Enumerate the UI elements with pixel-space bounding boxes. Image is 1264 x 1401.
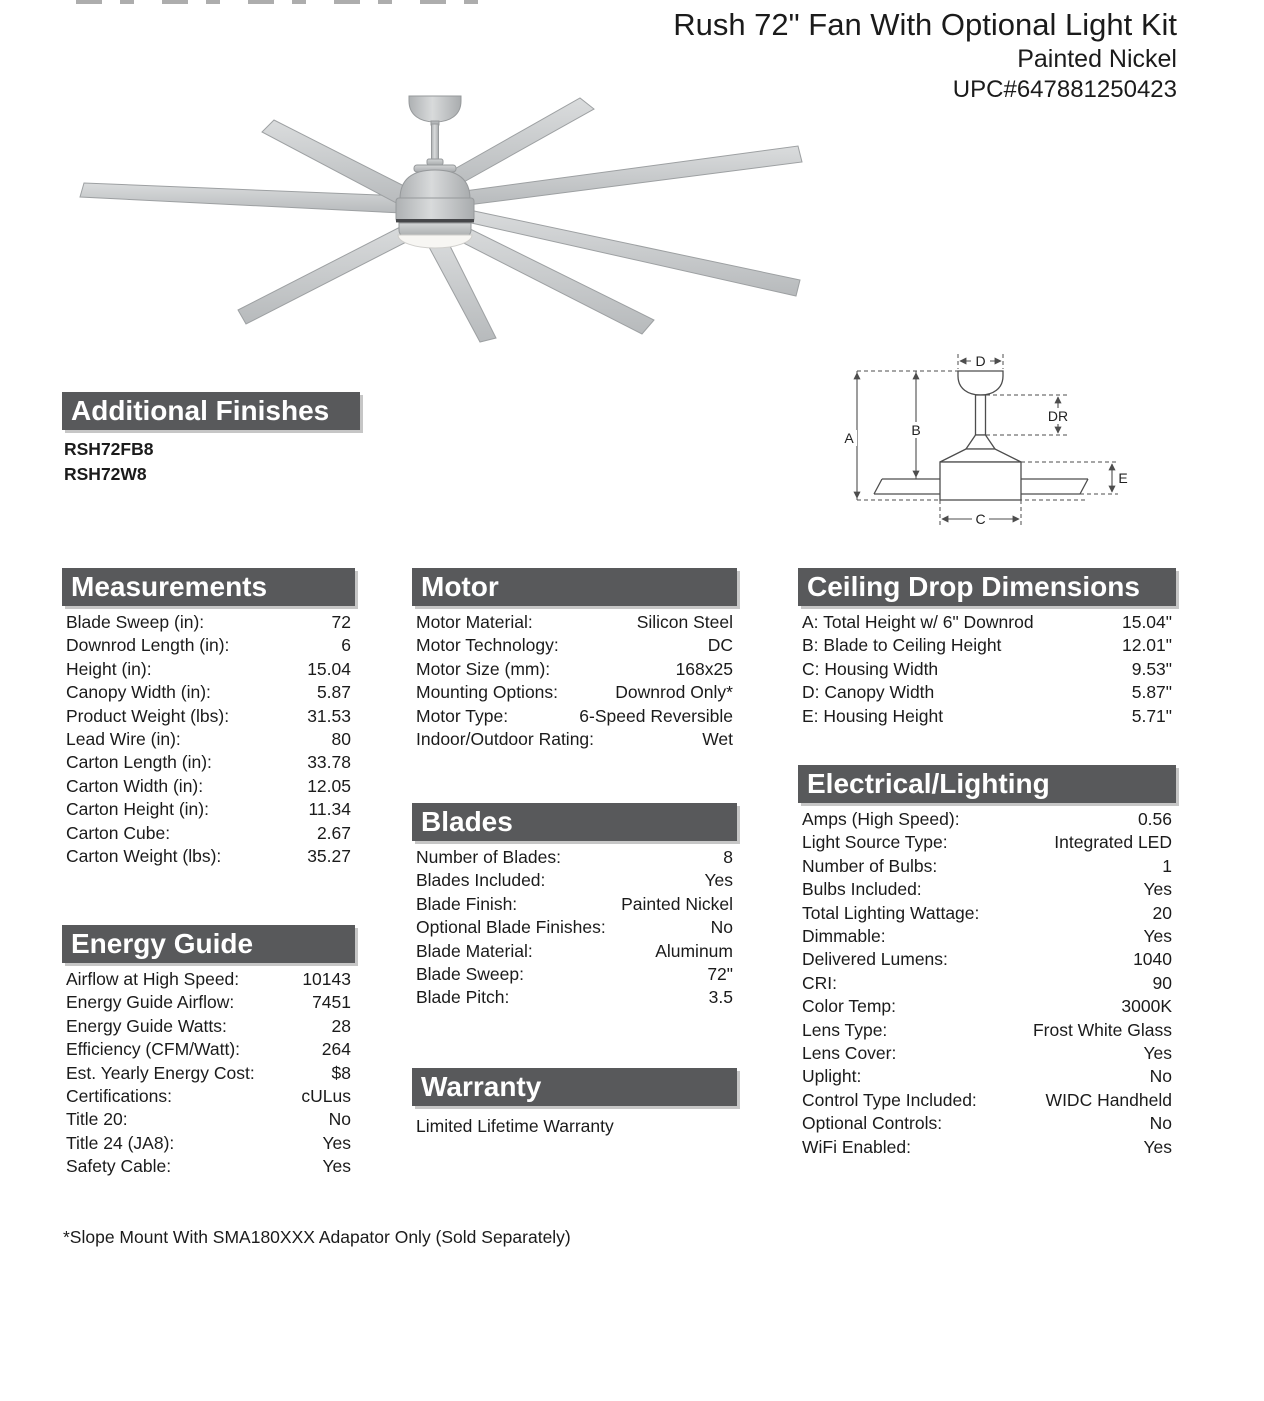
section-header-additional-finishes xyxy=(62,392,360,430)
spec-value: Integrated LED xyxy=(1054,832,1172,853)
spec-label: Uplight: xyxy=(802,1066,862,1087)
fan-product-image xyxy=(62,86,812,350)
section-header-measurements xyxy=(62,568,355,606)
spec-row xyxy=(62,1085,355,1108)
spec-label: Lead Wire (in): xyxy=(66,729,181,750)
spec-row xyxy=(798,808,1176,831)
spec-value: $8 xyxy=(331,1062,351,1083)
page-title: Rush 72" Fan With Optional Light Kit xyxy=(673,7,1177,42)
spec-label: Blade Finish: xyxy=(416,893,518,914)
spec-value: 264 xyxy=(321,1039,351,1060)
section-motor xyxy=(412,568,737,751)
spec-row xyxy=(412,681,737,704)
spec-value: WIDC Handheld xyxy=(1045,1089,1172,1110)
slope-mount-footnote: *Slope Mount With SMA180XXX Adapator Only (Sold Separately) xyxy=(63,1227,571,1247)
spec-row xyxy=(62,822,355,845)
spec-row xyxy=(412,986,737,1009)
ceiling-drop-diagram xyxy=(840,348,1170,548)
spec-value: 20 xyxy=(1152,902,1172,923)
spec-row xyxy=(798,995,1176,1018)
spec-row xyxy=(798,634,1176,657)
spec-label: E: Housing Height xyxy=(802,705,944,726)
spec-value: 1040 xyxy=(1133,949,1172,970)
spec-value: 11.34 xyxy=(308,799,351,820)
spec-row xyxy=(798,948,1176,971)
spec-row xyxy=(62,968,355,991)
spec-value: 15.04" xyxy=(1121,612,1172,632)
spec-value: 0.56 xyxy=(1137,809,1172,829)
section-electrical-lighting xyxy=(798,765,1176,1159)
spec-row xyxy=(798,1089,1176,1112)
section-measurements xyxy=(62,568,355,868)
spec-label: Energy Guide Watts: xyxy=(66,1015,227,1036)
spec-row xyxy=(412,728,737,751)
spec-value: cULus xyxy=(301,1086,351,1107)
spec-row xyxy=(62,1038,355,1061)
dim-label-d: D xyxy=(975,353,986,369)
spec-value: 7451 xyxy=(312,992,351,1013)
spec-row xyxy=(798,1019,1176,1042)
spec-value: Yes xyxy=(1143,926,1172,947)
spec-value: 5.87" xyxy=(1131,682,1172,703)
spec-row xyxy=(62,798,355,821)
spec-label: Safety Cable: xyxy=(66,1156,172,1177)
section-warranty xyxy=(412,1068,737,1138)
spec-label: Motor Technology: xyxy=(416,635,559,656)
spec-value: 12.01" xyxy=(1121,635,1172,656)
spec-row xyxy=(412,846,737,869)
spec-label: Certifications: xyxy=(66,1086,173,1107)
spec-value: Yes xyxy=(322,1132,351,1153)
spec-label: Efficiency (CFM/Watt): xyxy=(66,1039,241,1060)
spec-row xyxy=(798,925,1176,948)
spec-label: B: Blade to Ceiling Height xyxy=(802,635,1002,656)
section-title: Measurements xyxy=(71,571,268,602)
dim-label-e: E xyxy=(1118,470,1128,486)
spec-row xyxy=(412,893,737,916)
spec-value: No xyxy=(1149,1066,1172,1087)
spec-row xyxy=(798,1112,1176,1135)
spec-label: Title 24 (JA8): xyxy=(66,1132,175,1153)
spec-value: 90 xyxy=(1152,972,1172,993)
spec-row xyxy=(798,1042,1176,1065)
spec-label: D: Canopy Width xyxy=(802,682,935,703)
section-title: Energy Guide xyxy=(71,928,254,959)
spec-row xyxy=(798,1136,1176,1159)
section-additional-finishes xyxy=(62,392,360,486)
spec-label: Carton Weight (lbs): xyxy=(66,846,222,867)
spec-row xyxy=(798,658,1176,681)
spec-value: 15.04 xyxy=(307,658,351,679)
section-header-ceiling-drop xyxy=(798,568,1176,606)
spec-row xyxy=(798,902,1176,925)
spec-row xyxy=(412,611,737,634)
spec-label: Lens Cover: xyxy=(802,1043,897,1064)
spec-value: 6-Speed Reversible xyxy=(579,705,733,726)
spec-row xyxy=(62,1062,355,1085)
spec-label: Canopy Width (in): xyxy=(66,682,211,703)
spec-label: Motor Material: xyxy=(416,612,533,632)
spec-value: Wet xyxy=(702,729,733,750)
spec-row xyxy=(62,1132,355,1155)
spec-label: Amps (High Speed): xyxy=(802,809,960,829)
spec-label: Total Lighting Wattage: xyxy=(802,902,980,923)
spec-value: 168x25 xyxy=(675,658,733,679)
cutoff-text-remnant xyxy=(76,0,501,4)
finish-code: RSH72FB8 xyxy=(64,439,154,459)
spec-label: C: Housing Width xyxy=(802,658,939,679)
spec-row xyxy=(798,972,1176,995)
spec-label: A: Total Height w/ 6" Downrod xyxy=(802,612,1034,632)
spec-row xyxy=(62,658,355,681)
spec-value: No xyxy=(1149,1113,1172,1134)
spec-value: 9.53" xyxy=(1131,658,1172,679)
spec-value: 12.05 xyxy=(307,775,351,796)
spec-row xyxy=(62,728,355,751)
spec-label: Blade Sweep (in): xyxy=(66,612,205,632)
spec-label: Color Temp: xyxy=(802,996,897,1017)
warranty-note: Limited Lifetime Warranty xyxy=(416,1116,614,1136)
spec-row xyxy=(412,916,737,939)
spec-value: Yes xyxy=(322,1156,351,1177)
spec-label: Motor Size (mm): xyxy=(416,658,551,679)
spec-value: Yes xyxy=(1143,1136,1172,1157)
spec-label: Blade Material: xyxy=(416,940,533,961)
spec-label: Mounting Options: xyxy=(416,682,559,703)
spec-value: 31.53 xyxy=(307,705,351,726)
dim-label-b: B xyxy=(911,422,921,438)
spec-row xyxy=(412,658,737,681)
spec-value: 5.71" xyxy=(1131,705,1172,726)
spec-value: 10143 xyxy=(302,969,351,989)
spec-value: 33.78 xyxy=(307,752,351,773)
section-title: Motor xyxy=(421,571,499,602)
spec-label: Blades Included: xyxy=(416,870,546,891)
spec-value: Aluminum xyxy=(655,940,733,961)
upc-number: UPC#647881250423 xyxy=(952,76,1177,103)
section-title: Ceiling Drop Dimensions xyxy=(807,571,1140,602)
spec-label: Delivered Lumens: xyxy=(802,949,948,970)
spec-label: Indoor/Outdoor Rating: xyxy=(416,729,595,750)
spec-label: Lens Type: xyxy=(802,1019,888,1040)
spec-row xyxy=(412,940,737,963)
spec-value: No xyxy=(710,917,733,938)
finish-code: RSH72W8 xyxy=(64,463,147,484)
spec-value: DC xyxy=(707,635,733,656)
spec-label: Carton Height (in): xyxy=(66,799,209,820)
spec-row xyxy=(798,681,1176,704)
spec-row xyxy=(798,1065,1176,1088)
section-header-warranty xyxy=(412,1068,737,1106)
dim-label-c: C xyxy=(975,511,986,527)
spec-row xyxy=(798,705,1176,728)
spec-label: Number of Blades: xyxy=(416,847,561,867)
section-header-electrical xyxy=(798,765,1176,803)
spec-label: Downrod Length (in): xyxy=(66,635,230,656)
spec-label: Number of Bulbs: xyxy=(802,855,938,876)
spec-label: Bulbs Included: xyxy=(802,879,922,900)
spec-label: Est. Yearly Energy Cost: xyxy=(66,1062,255,1083)
spec-row xyxy=(798,831,1176,854)
section-blades xyxy=(412,803,737,1010)
section-title: Additional Finishes xyxy=(71,395,330,426)
spec-value: 6 xyxy=(341,635,351,656)
spec-row xyxy=(412,963,737,986)
spec-label: Airflow at High Speed: xyxy=(66,969,240,989)
spec-value: 35.27 xyxy=(307,846,351,867)
spec-value: Yes xyxy=(704,870,733,891)
section-title: Electrical/Lighting xyxy=(807,768,1050,799)
spec-row xyxy=(62,1155,355,1178)
spec-value: 80 xyxy=(331,729,351,750)
spec-row xyxy=(62,1108,355,1131)
section-header-motor xyxy=(412,568,737,606)
spec-label: Control Type Included: xyxy=(802,1089,977,1110)
spec-value: No xyxy=(328,1109,351,1130)
spec-row xyxy=(62,1015,355,1038)
spec-value: Yes xyxy=(1143,879,1172,900)
section-title: Warranty xyxy=(421,1071,542,1102)
spec-value: Painted Nickel xyxy=(621,893,733,914)
spec-value: 1 xyxy=(1162,855,1172,876)
spec-value: Silicon Steel xyxy=(636,612,733,632)
finish-code-list xyxy=(62,437,360,486)
spec-label: Height (in): xyxy=(66,658,152,679)
spec-value: 3000K xyxy=(1121,996,1172,1017)
spec-label: Light Source Type: xyxy=(802,832,948,853)
spec-row xyxy=(798,611,1176,634)
spec-label: CRI: xyxy=(802,972,837,993)
spec-value: Frost White Glass xyxy=(1032,1019,1172,1040)
spec-label: WiFi Enabled: xyxy=(802,1136,911,1157)
spec-row xyxy=(62,991,355,1014)
finish-name: Painted Nickel xyxy=(1017,45,1177,73)
spec-label: Optional Controls: xyxy=(802,1113,943,1134)
spec-row xyxy=(62,611,355,634)
spec-label: Carton Width (in): xyxy=(66,775,204,796)
spec-value: 72 xyxy=(331,612,351,632)
spec-row xyxy=(412,634,737,657)
section-header-blades xyxy=(412,803,737,841)
spec-value: 72" xyxy=(707,964,733,985)
section-title: Blades xyxy=(421,806,513,837)
spec-row xyxy=(798,878,1176,901)
spec-value: Downrod Only* xyxy=(615,682,733,703)
spec-label: Blade Sweep: xyxy=(416,964,524,985)
spec-row xyxy=(62,751,355,774)
spec-value: 2.67 xyxy=(316,822,351,843)
spec-row xyxy=(62,681,355,704)
spec-row xyxy=(62,705,355,728)
spec-label: Motor Type: xyxy=(416,705,509,726)
spec-row xyxy=(62,775,355,798)
spec-row xyxy=(62,845,355,868)
section-energy-guide xyxy=(62,925,355,1179)
spec-row xyxy=(412,869,737,892)
spec-row xyxy=(798,855,1176,878)
spec-label: Dimmable: xyxy=(802,926,886,947)
spec-label: Blade Pitch: xyxy=(416,987,510,1008)
spec-value: 5.87 xyxy=(316,682,351,703)
section-header-energy-guide xyxy=(62,925,355,963)
spec-label: Optional Blade Finishes: xyxy=(416,917,606,938)
spec-label: Carton Cube: xyxy=(66,822,171,843)
spec-label: Energy Guide Airflow: xyxy=(66,992,235,1013)
dim-label-dr: DR xyxy=(1047,408,1069,424)
spec-value: 3.5 xyxy=(708,987,733,1008)
spec-row xyxy=(412,705,737,728)
spec-label: Title 20: xyxy=(66,1109,128,1130)
dim-label-a: A xyxy=(844,430,854,446)
spec-value: 28 xyxy=(331,1015,351,1036)
spec-value: Yes xyxy=(1143,1043,1172,1064)
spec-label: Product Weight (lbs): xyxy=(66,705,230,726)
spec-value: 8 xyxy=(723,847,733,867)
section-ceiling-drop-dimensions xyxy=(798,568,1176,728)
spec-row xyxy=(62,634,355,657)
spec-label: Carton Length (in): xyxy=(66,752,212,773)
